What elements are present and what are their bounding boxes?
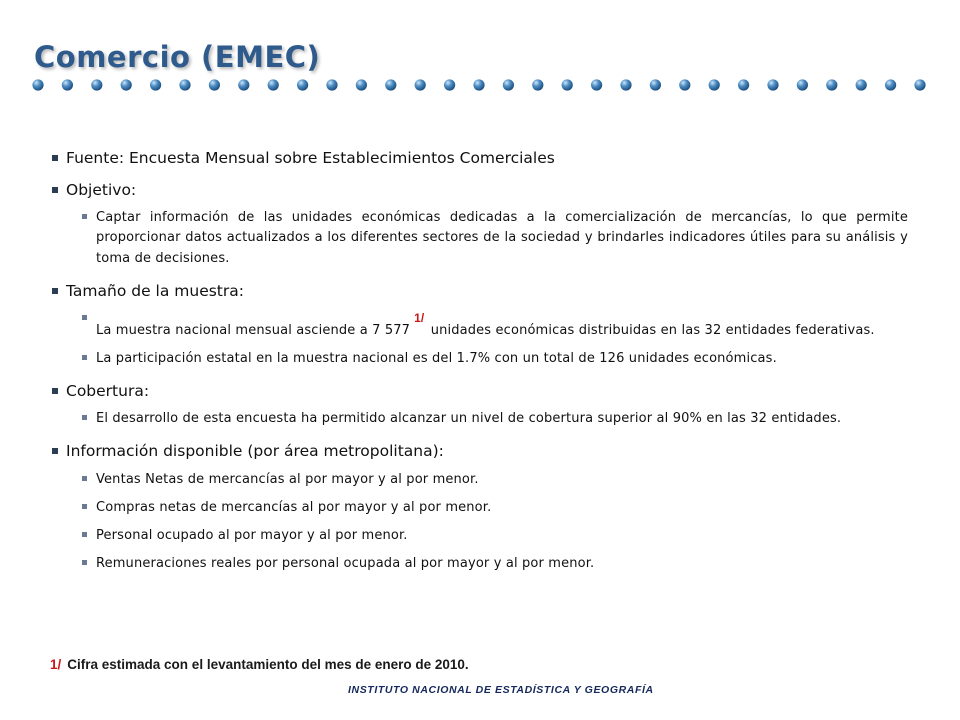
informacion-item: Remuneraciones reales por personal ocupada al por mayor y al por menor. xyxy=(50,554,908,574)
divider-dot xyxy=(415,79,426,90)
decorative-dot-divider xyxy=(28,76,934,94)
divider-dot xyxy=(297,79,308,90)
bullet-cobertura: Cobertura: xyxy=(50,381,908,401)
bullet-informacion: Información disponible (por área metropolitana): xyxy=(50,441,908,461)
content-area xyxy=(50,148,908,574)
divider-dot xyxy=(591,79,602,90)
divider-dot xyxy=(885,79,896,90)
divider-dot xyxy=(356,79,367,90)
footnote-reference: 1/ xyxy=(414,310,425,325)
divider-dot xyxy=(238,79,249,90)
divider-dot xyxy=(179,79,190,90)
divider-dot xyxy=(679,79,690,90)
divider-dot xyxy=(532,79,543,90)
institute-logo-text: INSTITUTO NACIONAL DE ESTADÍSTICA Y GEOGRAFÍA xyxy=(348,684,654,696)
divider-dot xyxy=(326,79,337,90)
muestra-item-1 xyxy=(50,309,908,341)
divider-dot xyxy=(121,79,132,90)
divider-dot xyxy=(385,79,396,90)
page-title: Comercio (EMEC) xyxy=(34,40,321,74)
informacion-item: Compras netas de mercancías al por mayor y al por menor. xyxy=(50,498,908,518)
divider-dot xyxy=(444,79,455,90)
divider-dot xyxy=(150,79,161,90)
divider-dot xyxy=(268,79,279,90)
divider-dot xyxy=(738,79,749,90)
divider-dot xyxy=(797,79,808,90)
muestra-item-1-text-cont: unidades económicas distribuidas en las 32 entidades federativas. xyxy=(430,322,875,338)
bullet-fuente: Fuente: Encuesta Mensual sobre Establecimientos Comerciales xyxy=(50,148,908,168)
footnote-text: Cifra estimada con el levantamiento del mes de enero de 2010. xyxy=(67,657,469,672)
divider-dot xyxy=(562,79,573,90)
footnote xyxy=(50,657,469,672)
bullet-objetivo: Objetivo: xyxy=(50,180,908,200)
muestra-item-2: La participación estatal en la muestra nacional es del 1.7% con un total de 126 unidades económicas. xyxy=(50,349,908,369)
muestra-item-1-text: La muestra nacional mensual asciende a 7 577 xyxy=(96,322,411,338)
divider-dot xyxy=(91,79,102,90)
divider-dot xyxy=(473,79,484,90)
divider-dot xyxy=(767,79,778,90)
divider-dot xyxy=(620,79,631,90)
divider-dot xyxy=(650,79,661,90)
divider-dot xyxy=(914,79,925,90)
divider-dot xyxy=(32,79,43,90)
cobertura-item: El desarrollo de esta encuesta ha permitido alcanzar un nivel de cobertura superior al 90% en las 32 entidades. xyxy=(50,409,908,429)
bullet-tamano-muestra: Tamaño de la muestra: xyxy=(50,281,908,301)
informacion-item: Personal ocupado al por mayor y al por menor. xyxy=(50,526,908,546)
divider-dot xyxy=(856,79,867,90)
divider-dot xyxy=(709,79,720,90)
divider-dot xyxy=(826,79,837,90)
objetivo-item: Captar información de las unidades económicas dedicadas a la comercialización de mercancías, lo que permite proporcionar datos actualizados a los diferentes sectores de la sociedad y brindarles indicadores útiles para su análisis y toma de decisiones. xyxy=(50,208,908,268)
divider-dot xyxy=(503,79,514,90)
informacion-item: Ventas Netas de mercancías al por mayor y al por menor. xyxy=(50,470,908,490)
divider-dot xyxy=(209,79,220,90)
divider-dot xyxy=(62,79,73,90)
footnote-mark: 1/ xyxy=(50,657,62,672)
